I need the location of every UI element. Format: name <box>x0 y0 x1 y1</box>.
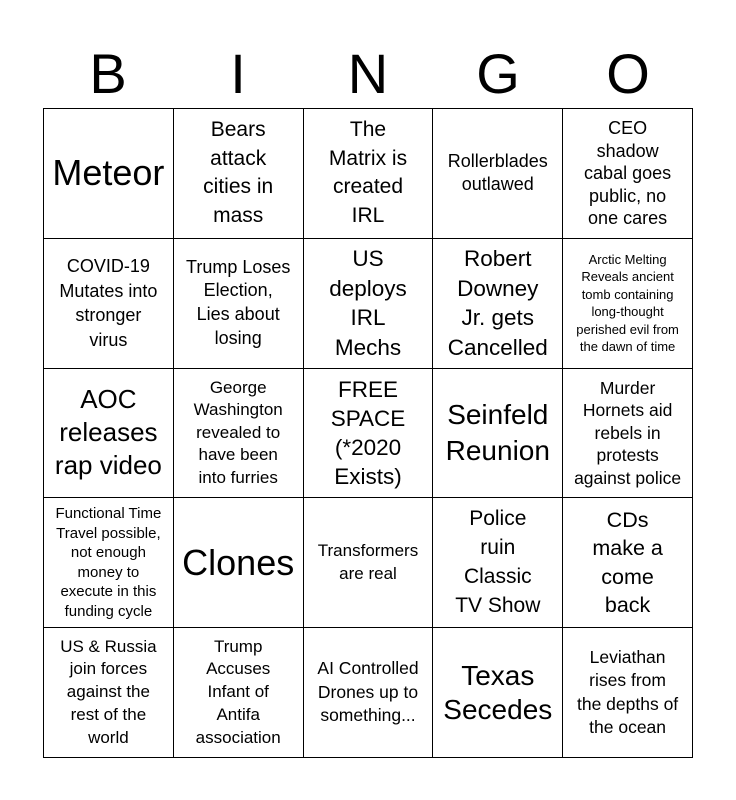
bingo-cell[interactable] <box>433 369 563 499</box>
cell-text: Transformers are real <box>317 541 419 583</box>
bingo-cell[interactable] <box>433 109 563 239</box>
bingo-cell[interactable] <box>563 369 693 499</box>
cell-text: Meteor <box>52 152 165 194</box>
cell-text: Trump Loses Election, Lies about losing <box>186 256 291 348</box>
header-letter-g: G <box>476 42 520 105</box>
cell-text: US deploys IRL Mechs <box>329 246 407 360</box>
bingo-cell[interactable] <box>44 498 174 628</box>
cell-text: COVID-19 Mutates into stronger virus <box>59 256 158 350</box>
header-letter-o: O <box>606 42 650 105</box>
bingo-cell[interactable] <box>563 109 693 239</box>
bingo-cell[interactable] <box>44 628 174 758</box>
cell-text: Rollerblades outlawed <box>447 151 548 195</box>
bingo-cell[interactable] <box>304 239 434 369</box>
bingo-cell[interactable] <box>174 109 304 239</box>
bingo-cell[interactable] <box>174 628 304 758</box>
bingo-grid <box>43 108 693 758</box>
cell-text: Robert Downey Jr. gets Cancelled <box>447 246 548 360</box>
cell-text: US & Russia join forces against the rest of the world <box>60 636 157 747</box>
bingo-cell[interactable] <box>304 498 434 628</box>
bingo-cell[interactable] <box>44 369 174 499</box>
bingo-cell[interactable] <box>174 498 304 628</box>
cell-text: Bears attack cities in mass <box>203 117 274 228</box>
cell-text: CDs make a come back <box>592 507 663 618</box>
bingo-cell[interactable] <box>563 628 693 758</box>
bingo-cell[interactable] <box>304 628 434 758</box>
cell-text: Functional Time Travel possible, not enough money to execute in this funding cycle <box>55 505 162 620</box>
cell-text: AI Controlled Drones up to something... <box>317 658 419 726</box>
bingo-cell[interactable] <box>563 239 693 369</box>
cell-text: Clones <box>182 541 295 583</box>
cell-text: Murder Hornets aid rebels in protests against police <box>574 377 682 488</box>
cell-text: The Matrix is created IRL <box>328 117 408 228</box>
cell-text: Seinfeld Reunion <box>445 398 550 466</box>
cell-text: Leviathan rises from the depths of the ocean <box>576 646 679 738</box>
header-letter-b: B <box>89 42 127 105</box>
bingo-cell[interactable] <box>174 369 304 499</box>
header-letter-i: I <box>230 42 246 105</box>
bingo-cell[interactable] <box>563 498 693 628</box>
bingo-cell[interactable] <box>174 239 304 369</box>
bingo-cell[interactable] <box>433 628 563 758</box>
cell-text: Texas Secedes <box>443 659 553 725</box>
bingo-cell[interactable] <box>44 239 174 369</box>
header-letter-n: N <box>347 42 389 105</box>
cell-text: Trump Accuses Infant of Antifa association <box>195 636 281 747</box>
cell-text: FREE SPACE (*2020 Exists) <box>330 376 406 489</box>
bingo-cell[interactable] <box>433 498 563 628</box>
cell-text: Police ruin Classic TV Show <box>455 507 541 617</box>
bingo-header <box>43 40 693 108</box>
cell-text: Arctic Melting Reveals ancient tomb containing long-thought perished evil from the dawn of time <box>576 251 679 355</box>
cell-text: CEO shadow cabal goes public, no one cares <box>584 118 672 229</box>
bingo-cell[interactable] <box>304 369 434 499</box>
cell-text: George Washington revealed to have been into furries <box>193 377 283 487</box>
cell-text: AOC releases rap video <box>54 384 162 481</box>
bingo-cell[interactable] <box>44 109 174 239</box>
bingo-cell[interactable] <box>433 239 563 369</box>
bingo-cell[interactable] <box>304 109 434 239</box>
